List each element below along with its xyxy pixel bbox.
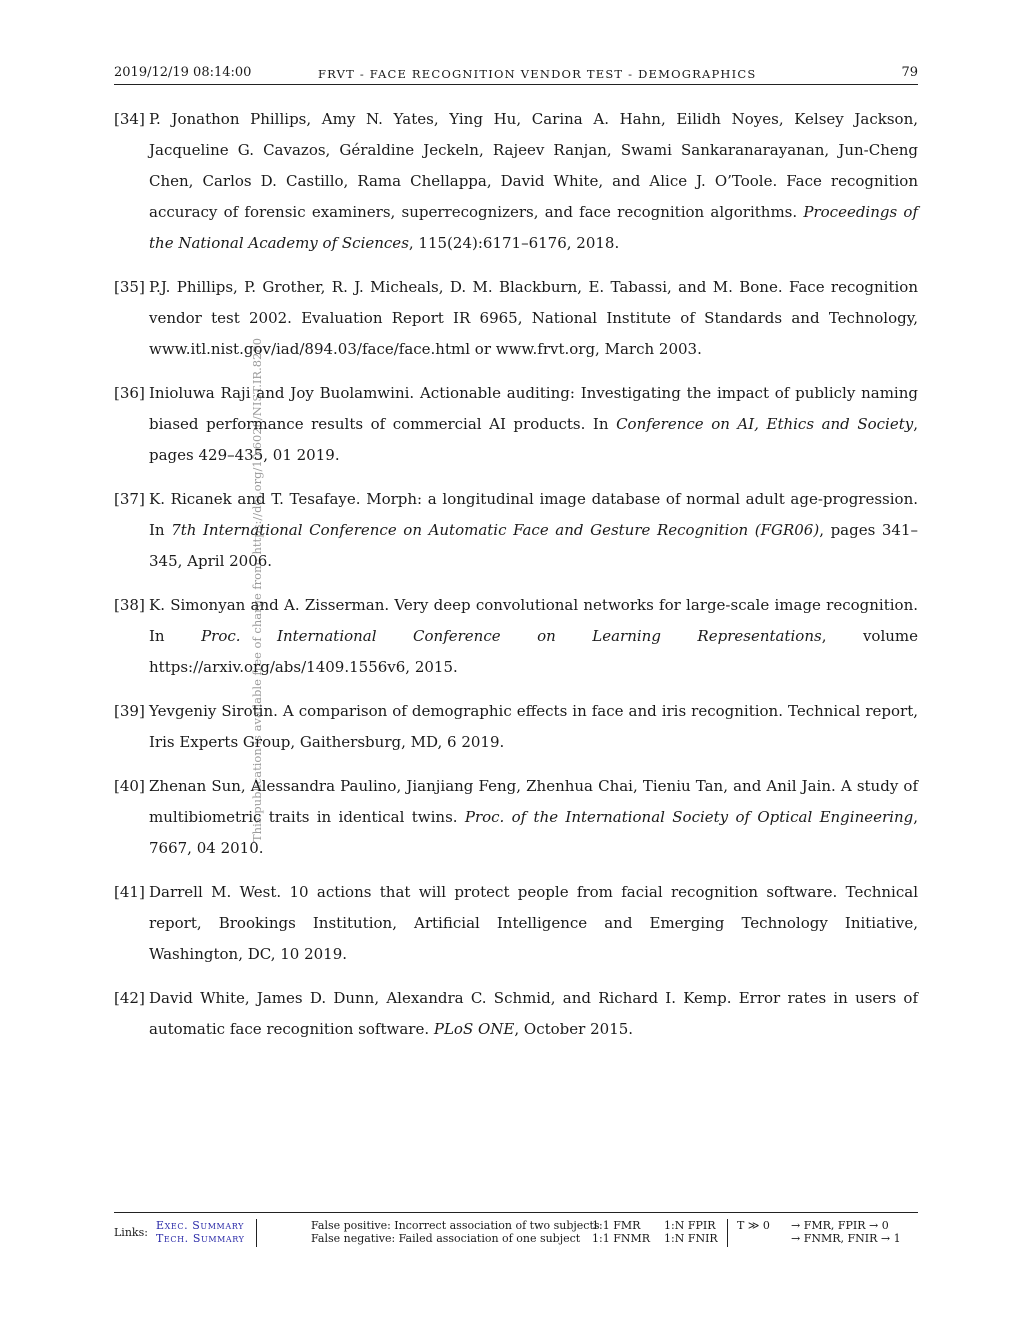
reference-authors-title: K. Simonyan and A. Zisserman. Very deep convolutional networks for large-scale image recognition. In [149,596,918,645]
fmr-label: 1:1 FMR [592,1219,641,1232]
fnir-label: 1:N FNIR [664,1232,718,1245]
reference-number: [38] [114,596,145,614]
reference-details: , 7667, 04 2010. [149,808,919,857]
reference-number: [42] [114,989,145,1007]
threshold-label: T ≫ 0 [737,1219,770,1232]
reference-text [149,104,918,259]
reference-venue: Proc. International Conference on Learning Representations [201,627,822,645]
reference-item [114,272,918,365]
running-header [114,64,918,85]
reference-authors-title: K. Ricanek and T. Tesafaye. Morph: a longitudinal image database of normal adult age-progression. In [149,490,918,539]
positive-rate-limit: → FMR, FPIR → 0 [791,1219,889,1232]
fpir-label: 1:N FPIR [664,1219,716,1232]
tech-summary-link[interactable]: Tech. Summary [156,1232,245,1245]
reference-venue: Conference on AI, Ethics and Society [616,415,914,433]
reference-item [114,104,918,259]
reference-details: , volume https://arxiv.org/abs/1409.1556v6, 2015. [149,627,919,676]
reference-list [114,104,918,1058]
reference-authors-title: Zhenan Sun, Alessandra Paulino, Jianjiang Feng, Zhenhua Chai, Tieniu Tan, and Anil Jain. A study of multibiometric traits in identical twins. [149,777,918,826]
reference-venue: 7th International Conference on Automatic Face and Gesture Recognition (FGR06) [171,521,820,539]
reference-venue: PLoS ONE [433,1020,515,1038]
page-number: 79 [901,65,918,80]
reference-item [114,484,918,577]
reference-authors-title: P.J. Phillips, P. Grother, R. J. Micheals, D. M. Blackburn, E. Tabassi, and M. Bone. Face recognition vendor test 2002. Evaluation Report IR 6965, National Institute of Standards and Technology, www.itl.nist.gov/iad/894.03/face/face.html or www.frvt.org, March 2003. [149,278,918,358]
footer-links-label: Links: [114,1226,148,1239]
reference-item [114,590,918,683]
reference-authors-title: Yevgeniy Sirotin. A comparison of demographic effects in face and iris recognition. Technical report, Iris Experts Group, Gaithersburg, MD, 6 2019. [149,702,918,751]
reference-details: , pages 429–435, 01 2019. [149,415,918,464]
negative-rate-limit: → FNMR, FNIR → 1 [791,1232,901,1245]
reference-text [149,696,918,758]
footer [114,1217,918,1249]
reference-number: [34] [114,110,145,128]
exec-summary-link[interactable]: Exec. Summary [156,1219,244,1232]
reference-text [149,877,918,970]
doi-side-note: This publication is available free of charge from: https://doi.org/10.6028/NIST.IR.8280 [250,337,264,842]
reference-number: [36] [114,384,145,402]
reference-text [149,983,918,1045]
fnmr-label: 1:1 FNMR [592,1232,651,1245]
reference-venue: Proc. of the International Society of Optical Engineering [464,808,914,826]
reference-authors-title: Darrell M. West. 10 actions that will protect people from facial recognition software. Technical report, Brookings Institution, Artificial Intelligence and Emerging Technology Initiative, Washington, DC, 10 2019. [149,883,918,963]
footer-divider [114,1212,918,1213]
reference-item [114,771,918,864]
header-title: FRVT - FACE RECOGNITION VENDOR TEST - DEMOGRAPHICS [318,67,757,81]
reference-number: [37] [114,490,145,508]
reference-text [149,272,918,365]
reference-details: , 115(24):6171–6176, 2018. [408,234,620,252]
reference-details: , pages 341–345, April 2006. [149,521,919,570]
reference-item [114,696,918,758]
reference-text [149,484,918,577]
header-datetime: 2019/12/19 08:14:00 [114,65,252,80]
reference-text [149,378,918,471]
reference-venue: Proceedings of the National Academy of Sciences [149,203,918,252]
footer-divider-right [727,1219,728,1247]
reference-authors-title: David White, James D. Dunn, Alexandra C. Schmid, and Richard I. Kemp. Error rates in users of automatic face recognition software. [149,989,918,1038]
reference-text [149,771,918,864]
reference-number: [40] [114,777,145,795]
reference-text [149,590,918,683]
reference-number: [35] [114,278,145,296]
false-negative-definition: False negative: Failed association of one subject [311,1232,581,1245]
reference-authors-title: P. Jonathon Phillips, Amy N. Yates, Ying Hu, Carina A. Hahn, Eilidh Noyes, Kelsey Jackson, Jacqueline G. Cavazos, Géraldine Jeckeln, Rajeev Ranjan, Swami Sankaranarayanan, Jun-Cheng Chen, Carlos D. Castillo, Rama Chellappa, David White, and Alice J. O’Toole. Face recognition accuracy of forensic examiners, superrecognizers, and face recognition algorithms. [149,110,918,221]
footer-divider-left [256,1219,257,1247]
reference-details: , October 2015. [514,1020,634,1038]
reference-number: [39] [114,702,145,720]
reference-item [114,983,918,1045]
reference-item [114,877,918,970]
false-positive-definition: False positive: Incorrect association of two subjects [311,1219,600,1232]
reference-number: [41] [114,883,145,901]
reference-authors-title: Inioluwa Raji and Joy Buolamwini. Actionable auditing: Investigating the impact of publicly naming biased performance results of commercial AI products. In [149,384,918,433]
reference-item [114,378,918,471]
